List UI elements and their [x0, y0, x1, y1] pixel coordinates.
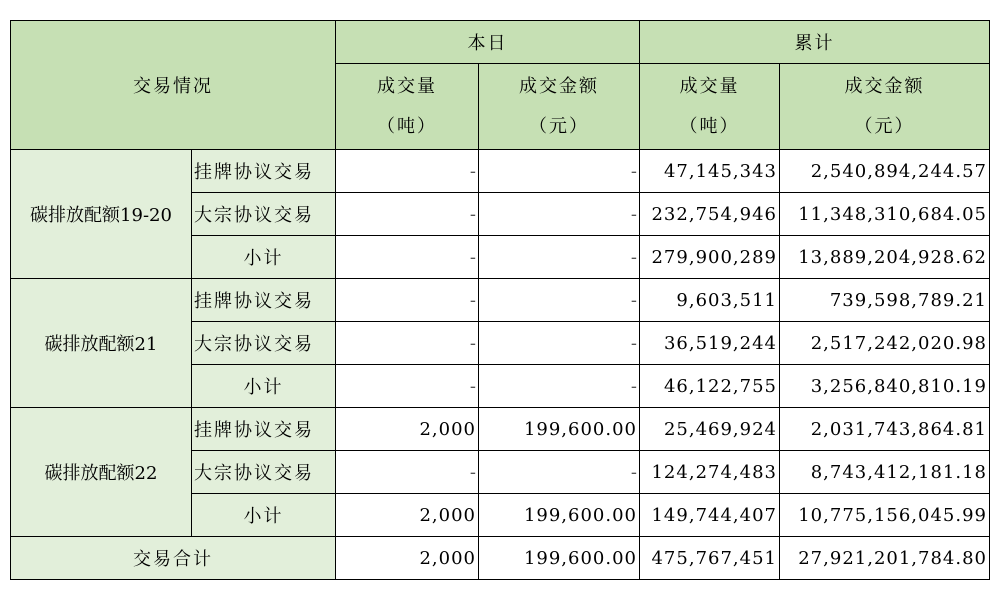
col-header-today-amount	[479, 64, 640, 150]
today-amount-label: 成交金额	[519, 75, 599, 97]
col-header-today-volume	[336, 64, 479, 150]
table-row	[11, 279, 990, 322]
today-amount-cell: -	[479, 365, 640, 408]
row-label: 大宗协议交易	[192, 322, 336, 365]
trade-summary-table	[10, 20, 990, 580]
today-volume-cell: -	[336, 150, 479, 193]
total-row	[11, 537, 990, 580]
today-amount-cell: -	[479, 451, 640, 494]
total-cum-amount: 27,921,201,784.80	[780, 537, 990, 580]
today-volume-cell: 2,000	[336, 408, 479, 451]
today-amount-cell: -	[479, 150, 640, 193]
today-amount-cell: -	[479, 236, 640, 279]
total-today-amount: 199,600.00	[479, 537, 640, 580]
col-header-cum-amount	[780, 64, 990, 150]
col-header-today: 本日	[336, 21, 640, 64]
cum-amount-unit: （元）	[854, 115, 915, 137]
row-label: 大宗协议交易	[192, 193, 336, 236]
today-amount-unit: （元）	[529, 115, 589, 137]
table-row	[11, 150, 990, 193]
today-volume-label: 成交量	[377, 75, 437, 97]
row-label: 挂牌协议交易	[192, 408, 336, 451]
today-volume-unit: （吨）	[377, 115, 437, 137]
today-volume-cell: -	[336, 279, 479, 322]
today-amount-cell: -	[479, 279, 640, 322]
cum-volume-cell: 279,900,289	[640, 236, 780, 279]
cum-amount-cell: 3,256,840,810.19	[780, 365, 990, 408]
today-volume-cell: -	[336, 193, 479, 236]
cum-amount-cell: 2,517,242,020.98	[780, 322, 990, 365]
cum-amount-cell: 2,540,894,244.57	[780, 150, 990, 193]
cum-volume-cell: 124,274,483	[640, 451, 780, 494]
today-amount-cell: 199,600.00	[479, 408, 640, 451]
cum-volume-cell: 47,145,343	[640, 150, 780, 193]
cum-amount-cell: 11,348,310,684.05	[780, 193, 990, 236]
total-label: 交易合计	[11, 537, 336, 580]
today-amount-cell: -	[479, 193, 640, 236]
cum-amount-label: 成交金额	[844, 75, 925, 97]
row-label: 大宗协议交易	[192, 451, 336, 494]
cum-volume-cell: 36,519,244	[640, 322, 780, 365]
total-cum-volume: 475,767,451	[640, 537, 780, 580]
today-volume-cell: 2,000	[336, 494, 479, 537]
subtotal-label: 小计	[192, 494, 336, 537]
col-header-cum-volume	[640, 64, 780, 150]
group-name: 碳排放配额19-20	[11, 150, 192, 279]
cum-volume-cell: 149,744,407	[640, 494, 780, 537]
group-name: 碳排放配额21	[11, 279, 192, 408]
cum-volume-cell: 9,603,511	[640, 279, 780, 322]
cum-amount-cell: 739,598,789.21	[780, 279, 990, 322]
today-volume-cell: -	[336, 236, 479, 279]
today-volume-cell: -	[336, 451, 479, 494]
today-amount-cell: -	[479, 322, 640, 365]
cum-amount-cell: 2,031,743,864.81	[780, 408, 990, 451]
row-header-trade-status: 交易情况	[11, 21, 336, 150]
table-row	[11, 408, 990, 451]
subtotal-label: 小计	[192, 236, 336, 279]
today-amount-cell: 199,600.00	[479, 494, 640, 537]
cum-volume-cell: 232,754,946	[640, 193, 780, 236]
col-header-cumulative: 累计	[640, 21, 990, 64]
cum-amount-cell: 8,743,412,181.18	[780, 451, 990, 494]
cum-amount-cell: 10,775,156,045.99	[780, 494, 990, 537]
cum-volume-label: 成交量	[679, 75, 740, 97]
row-label: 挂牌协议交易	[192, 150, 336, 193]
today-volume-cell: -	[336, 365, 479, 408]
cum-volume-cell: 25,469,924	[640, 408, 780, 451]
cum-amount-cell: 13,889,204,928.62	[780, 236, 990, 279]
cum-volume-cell: 46,122,755	[640, 365, 780, 408]
row-label: 挂牌协议交易	[192, 279, 336, 322]
subtotal-label: 小计	[192, 365, 336, 408]
cum-volume-unit: （吨）	[679, 115, 740, 137]
today-volume-cell: -	[336, 322, 479, 365]
group-name: 碳排放配额22	[11, 408, 192, 537]
total-today-volume: 2,000	[336, 537, 479, 580]
